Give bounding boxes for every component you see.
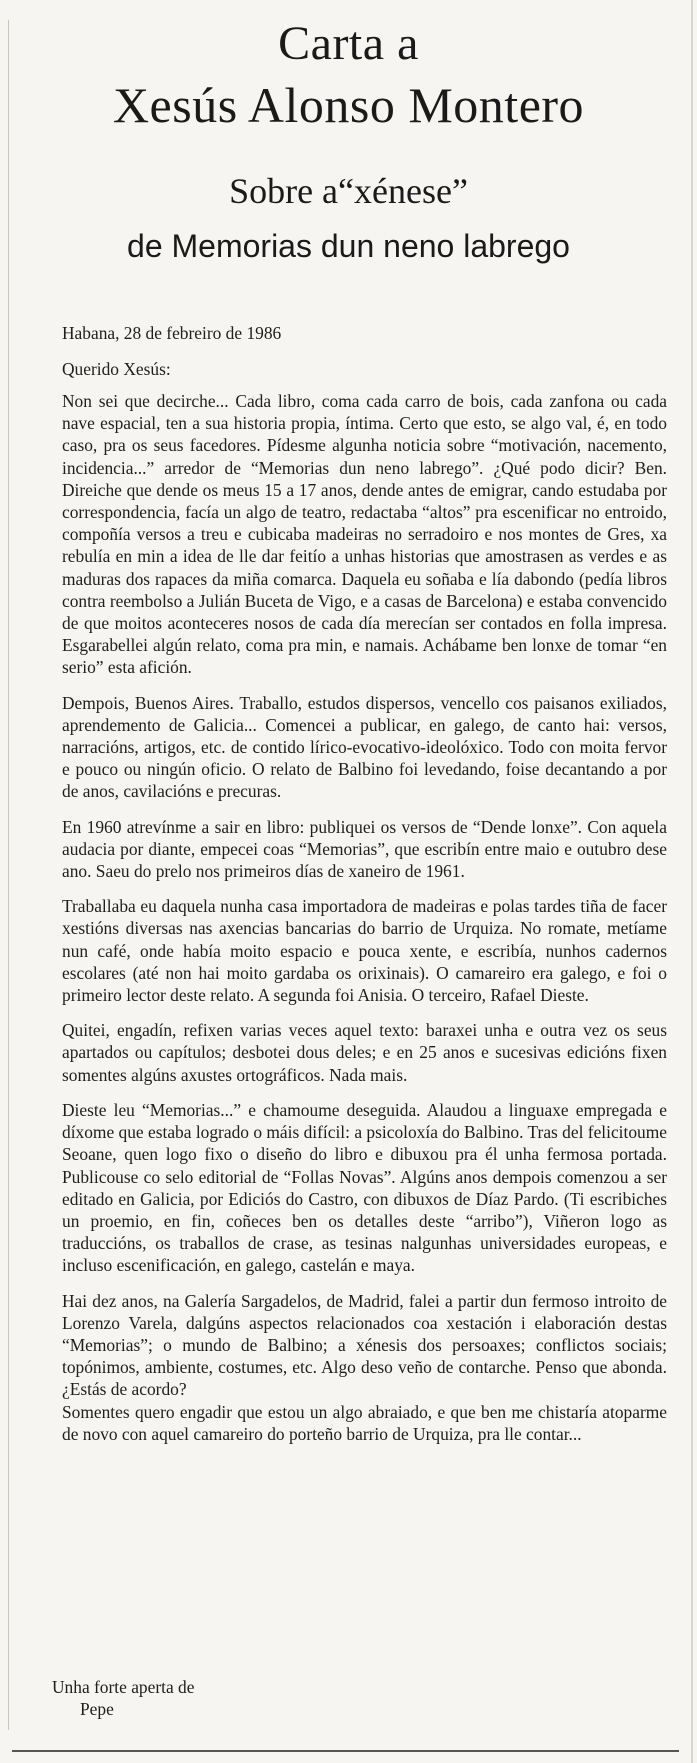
signature: Pepe [80,1699,114,1719]
place-date: Habana, 28 de febreiro de 1986 [62,323,282,343]
closing: Unha forte aperta de [52,1677,195,1697]
paragraph-5: Quitei, engadín, refixen varias veces aquel texto: baraxei unha e outra vez os seus apartados ou capítulos; desbotei dous deles; e en 25 anos e sucesivas edicións fixen somentes algúns axustes ortográficos. Nada mais. [62,1020,667,1085]
paragraph-4: Traballaba eu daquela nunha casa importadora de madeiras e polas tardes tiña de facer xestións diversas nas axencias bancarias do barrio de Urquiza. No romate, metíame nun café, onde había moito espacio e pouca xente, e escribía, nunhos cadernos escolares (até non hai moito gardaba os orixinais). O camareiro era galego, e foi o primeiro lector deste relato. A segunda foi Anisia. O terceiro, Rafael Dieste. [62,896,667,1006]
subtitle-line-1: Sobre a“xénese” [229,171,468,211]
paragraph-2: Dempois, Buenos Aires. Traballo, estudos dispersos, vencello cos paisanos exiliados, aprendemento de Galicia... Comencei a publicar, en galego, de canto hai: versos, narracións, artigos, etc. de contido lírico-evocativo-ideolóxico. Todo con moita fervor e pouco ou ningún oficio. O relato de Balbino foi levedando, foise decantando a por de anos, cavilacións e precuras. [62,692,667,802]
paragraph-1: Non sei que decirche... Cada libro, coma cada carro de bois, cada zanfona ou cada nave espacial, ten a sua historia propia, íntima. Certo que esto, se algo val, é, en todo caso, pra os seus facedores. Pídesme algunha noticia sobre “motivación, nacemento, incidencia...” arredor de “Memorias dun neno labrego”. ¿Qué podo dicir? Ben. Direiche que dende os meus 15 a 17 anos, dende antes de emigrar, cando estudaba por correspondencia, facía un algo de teatro, redactaba “altos” pra escenificar no entroido, compoñía versos a treu e cubicaba madeiras no serradoiro e nos montes de Gres, xa rebulía en min a idea de lle dar feitío a unhas historias que amostrasen as verdes e as maduras dos rapaces da miña comarca. Daquela eu soñaba e lía dabondo (pedía libros contra reembolso a Julián Buceta de Vigo, e a casas de Barcelona) e estaba convencido de que moitos aconteceres nosos de cada día merecían ser contados en folla impresa. Esgarabellei algún relato, coma pra min, e namais. Achábame ben lonxe de tomar “en serio” esta afición. [62,391,667,678]
bottom-rule [12,1750,679,1752]
paragraph-6: Dieste leu “Memorias...” e chamoume deseguida. Alaudou a linguaxe empregada e díxome que estaba logrado o máis difícil: a psicoloxía do Balbino. Tras del felicitoume Seoane, quen logo fixo o diseño do libro e dibuxou pra él unha fermosa portada. Publicouse co selo editorial de “Follas Novas”. Algúns anos dempois comenzou a ser editado en Galicia, por Ediciós do Castro, con dibuxos de Díaz Pardo. (Ti escribiches un proemio, en fin, coñeces ben os detalles deste “arribo”), Viñeron logo as traduccións, os traballos de crase, as tesinas nalgunhas universidades europeas, e incluso escenificación, en galego, castelán e maya. [62,1099,667,1276]
paragraph-8: Somentes quero engadir que estou un algo abraiado, e que ben me chistaría atoparme de novo con aquel camareiro do porteño barrio de Urquiza, pra lle contar... [62,1401,667,1444]
title-line-2: Xesús Alonso Montero [112,77,585,133]
letter-body [62,390,667,1445]
subtitle-line-2: de Memorias dun neno labrego [127,228,570,264]
salutation: Querido Xesús: [62,359,171,379]
letter-header [62,322,667,394]
left-edge-rule [8,20,9,1730]
paragraph-7: Hai dez anos, na Galería Sargadelos, de Madrid, falei a partir dun fermoso introito de Lorenzo Varela, dalgúns aspectos relacionados coa xestación i elaboración destas “Memorias”; o mundo de Balbino; a xénesis dos persoaxes; conflictos sociais; topónimos, ambiente, costumes, etc. Algo deso veño de contarche. Penso que abonda. ¿Estás de acordo? [62,1290,667,1400]
paragraph-3: En 1960 atrevínme a sair en libro: publiquei os versos de “Dende lonxe”. Con aquela audacia por diante, empecei coas “Memorias”, que escribín entre maio e outubro dese ano. Saeu do prelo nos primeiros días de xaneiro de 1961. [62,816,667,882]
title-line-1: Carta a [278,17,419,70]
closing-block [52,1676,194,1720]
